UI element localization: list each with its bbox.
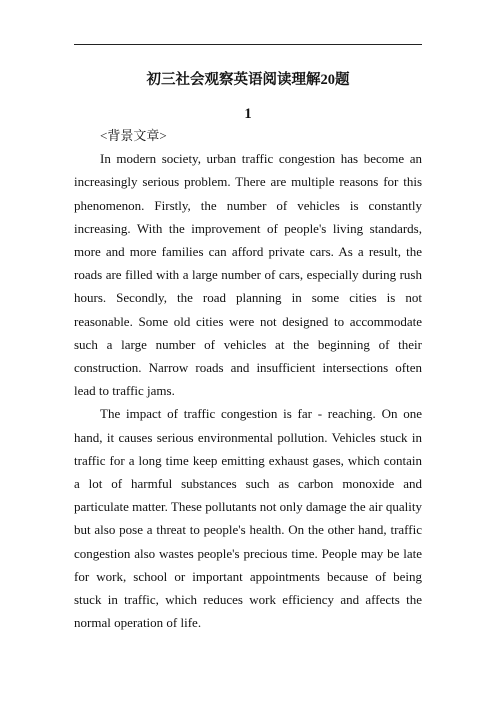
paragraph-2: The impact of traffic congestion is far - reaching. On one hand, it causes serious environmental pollution. Vehicles stuck in traffic for a long time keep emitting exhaust gases, which contain a lot of harmful substances such as carbon monoxide and particulate matter. These pollutants not only damage the air quality but also pose a threat to people's health. On the other hand, traffic congestion also wastes people's precious time. People may be late for work, school or important appointments because of being stuck in traffic, which reduces work efficiency and affects the normal operation of life. (74, 406, 422, 631)
article-body (74, 124, 422, 634)
header-rule (74, 44, 422, 45)
paragraph-1: In modern society, urban traffic congestion has become an increasingly serious problem. There are multiple reasons for this phenomenon. Firstly, the number of vehicles is constantly increasing. With the improvement of people's living standards, more and more families can afford private cars. As a result, the roads are filled with a large number of cars, especially during rush hours. Secondly, the road planning in some cities is not reasonable. Some old cities were not designed to accommodate such a large number of vehicles at the beginning of their construction. Narrow roads and insufficient intersections often lead to traffic jams. (74, 151, 422, 399)
section-number: 1 (244, 106, 252, 122)
document-title: 初三社会观察英语阅读理解20题 (146, 72, 350, 88)
article-label: <背景文章> (100, 128, 167, 143)
